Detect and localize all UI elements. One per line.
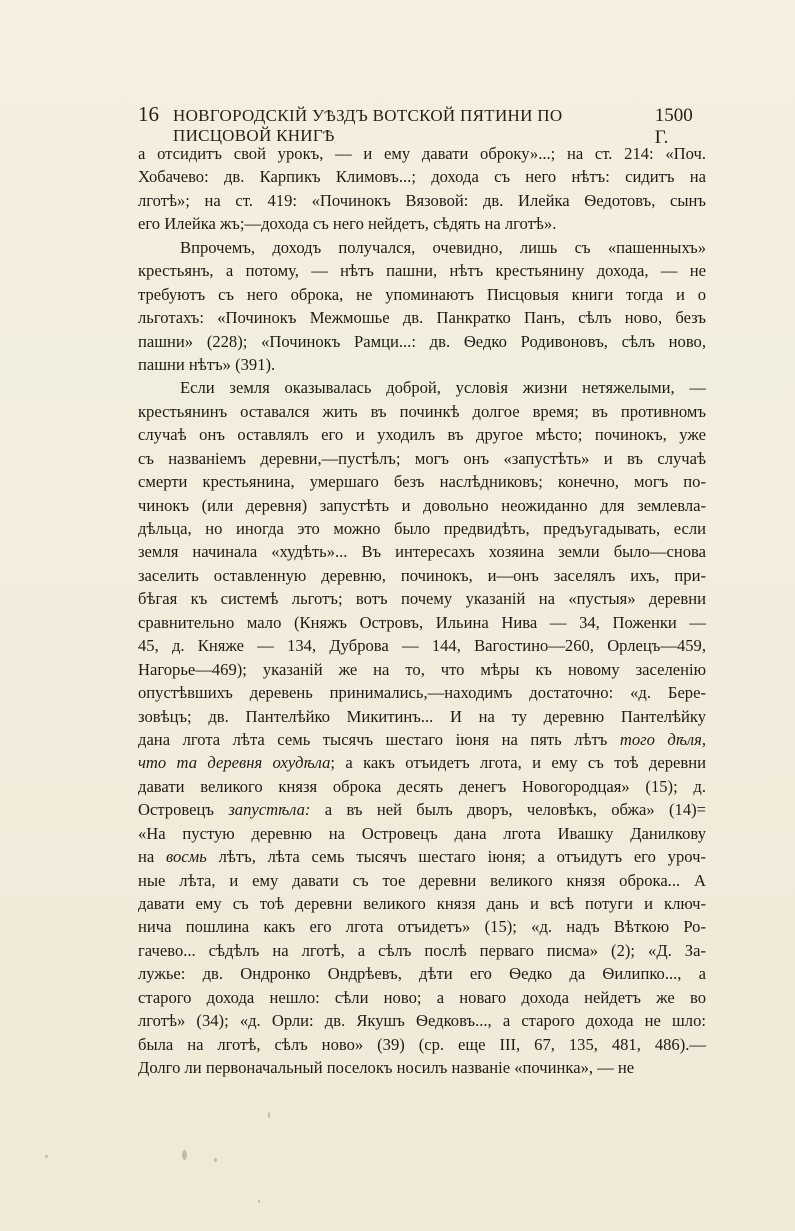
text-line: съ названіемъ деревни,—пустѣлъ; могъ онъ «запустѣть» и въ случаѣ bbox=[138, 448, 706, 468]
text-segment: дана лгота лѣта семь тысячъ шестаго іюня на пять лѣтъ bbox=[138, 729, 620, 749]
italic-text-segment: восмь bbox=[166, 847, 207, 867]
text-line bbox=[138, 751, 706, 774]
text-line: смерти крестьянина, умершаго безъ наслѣдниковъ; конечно, могъ по- bbox=[138, 472, 706, 492]
text-line: давати великого князя оброка десять денегъ Новогородцая» (15); д. bbox=[138, 776, 706, 796]
paper-speck bbox=[258, 1200, 260, 1203]
text-line: «На пустую деревню на Островецъ дана лгота Ивашку Данилкову bbox=[138, 823, 706, 843]
text-line bbox=[138, 845, 706, 868]
text-line: пашни» (228); «Починокъ Рамци...: дв. Ѳедко Родивоновъ, сѣлъ ново, bbox=[138, 331, 706, 351]
text-segment: лѣтъ, лѣта семь тысячъ шестаго іюня; а отъидутъ его уроч- bbox=[206, 847, 706, 867]
text-line: лготѣ» (34); «д. Орли: дв. Якушъ Ѳедковъ..., а старого дохода не шло: bbox=[138, 1011, 706, 1031]
text-line: сравнительно мало (Княжъ Островъ, Ильина Нива — 34, Поженки — bbox=[138, 612, 706, 632]
text-line: а отсидитъ свой урокъ, — и ему давати оброку»...; на ст. 214: «Поч. bbox=[138, 144, 706, 163]
paper-speck bbox=[268, 1112, 270, 1118]
text-line: гачево... сѣдѣлъ на лготѣ, а сѣлъ послѣ перваго писма» (2); «Д. За- bbox=[138, 940, 706, 960]
text-line: Хобачево: дв. Карпикъ Климовъ...; дохода съ него нѣтъ: сидитъ на bbox=[138, 167, 706, 187]
text-line: лужье: дв. Ондронко Ондрѣевъ, дѣти его Ѳедко да Ѳилипко..., а bbox=[138, 964, 706, 984]
text-line: была на лготѣ, сѣлъ ново» (39) (ср. еще III, 67, 135, 481, 486).— bbox=[138, 1034, 706, 1054]
running-head-year: 1500 Г. bbox=[654, 105, 693, 148]
text-segment: а въ ней былъ дворъ, человѣкъ, обжа» (14)= bbox=[310, 800, 706, 820]
text-line: нича пошлина какъ его лгота отъидетъ» (15); «д. надъ Вѣткою Ро- bbox=[138, 917, 706, 937]
text-line: пашни нѣтъ» (391). bbox=[138, 354, 276, 374]
page-number: 16 bbox=[138, 102, 159, 126]
text-segment: ; а какъ отъидетъ лгота, и ему съ тоѣ деревни bbox=[330, 753, 706, 773]
text-line: Если земля оказывалась доброй, условія жизни нетяжелыми, — bbox=[180, 378, 706, 398]
text-line: случаѣ онъ оставлялъ его и уходилъ въ другое мѣсто; починокъ, уже bbox=[138, 425, 706, 445]
text-line: заселить оставленную деревню, починокъ, и—онъ заселялъ ихъ, при- bbox=[138, 565, 706, 585]
text-line: крестьянинъ оставался жить въ починкѣ долгое время; въ противномъ bbox=[138, 401, 706, 421]
text-line bbox=[138, 728, 706, 751]
text-line: лготѣ»; на ст. 419: «Починокъ Вязовой: дв. Илейка Ѳедотовъ, сынъ bbox=[138, 190, 706, 210]
italic-text-segment: того дѣля, bbox=[619, 729, 706, 749]
text-line bbox=[138, 798, 706, 821]
text-line: 45, д. Княже — 134, Дуброва — 144, Вагостино—260, Орлецъ—459, bbox=[138, 636, 706, 656]
running-head: НОВГОРОДСКІЙ УѢЗДЪ ВОТСКОЙ ПЯТИНИ ПО ПИСЦОВОЙ КНИГѢ bbox=[173, 106, 563, 145]
text-line: опустѣвшихъ деревень принимались,—находимъ достаточно: «д. Бере- bbox=[138, 683, 706, 703]
text-line: Нагорье—469); указаній же на то, что мѣры къ новому заселенію bbox=[138, 659, 706, 679]
paper-speck bbox=[182, 1150, 187, 1160]
text-line: Долго ли первоначальный поселокъ носилъ названіе «починка», — не bbox=[138, 1058, 635, 1078]
text-line: крестьянъ, а потому, — нѣтъ пашни, нѣтъ крестьянину дохода, — не bbox=[138, 261, 706, 281]
text-line: дѣльца, но иногда это можно было предвидѣть, предъугадывать, если bbox=[138, 519, 706, 538]
text-line: зовѣцъ; дв. Пантелѣйко Микитинъ... И на ту деревню Пантелѣйку bbox=[138, 706, 706, 726]
text-line: ные лѣта, и ему давати съ тое деревни великого князя оброка... А bbox=[138, 870, 706, 890]
italic-text-segment: запустѣла: bbox=[228, 800, 311, 820]
italic-text-segment: что та деревня охудѣла bbox=[138, 753, 331, 773]
text-line: чинокъ (или деревня) запустѣть и довольно неожиданно для землевла- bbox=[138, 495, 706, 515]
body-text bbox=[138, 142, 706, 1080]
text-line: требуютъ съ него оброка, не упоминаютъ Писцовыя книги тогда и о bbox=[138, 284, 706, 304]
paper-speck bbox=[45, 1155, 48, 1158]
text-segment: на bbox=[138, 847, 167, 867]
page-header bbox=[138, 102, 703, 148]
text-line: земля начинала «худѣть»... Въ интересахъ хозяина земли было—снова bbox=[138, 542, 706, 562]
text-line: бѣгая къ системѣ льготъ; вотъ почему указаній на «пустыя» деревни bbox=[138, 589, 706, 609]
text-line: его Илейка жъ;—дохода съ него нейдетъ, сѣдять на лготѣ». bbox=[138, 214, 557, 234]
text-line: льготахъ: «Починокъ Межмошье дв. Панкратко Панъ, сѣлъ ново, безъ bbox=[138, 308, 706, 328]
text-line: давати ему съ тоѣ деревни великого князя дань и всѣ потуги и ключ- bbox=[138, 894, 706, 913]
text-line: Впрочемъ, доходъ получался, очевидно, лишь съ «пашенныхъ» bbox=[180, 237, 706, 257]
paper-speck bbox=[214, 1158, 217, 1162]
text-line: старого дохода нешло: сѣли ново; а новаго дохода нейдетъ же во bbox=[138, 987, 706, 1007]
text-segment: Островецъ bbox=[138, 800, 229, 820]
